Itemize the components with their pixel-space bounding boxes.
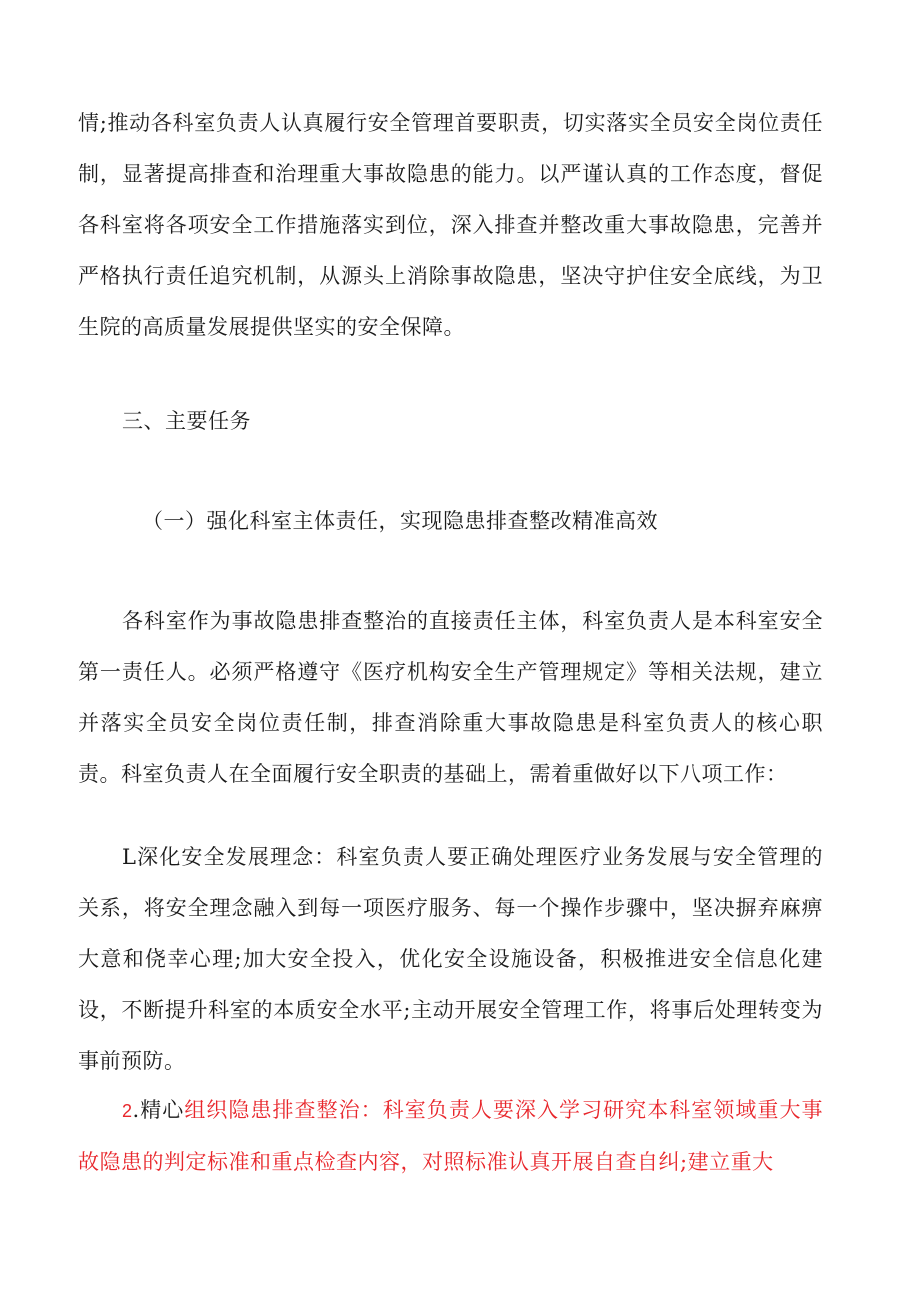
- intro-paragraph: 情;推动各科室负责人认真履行安全管理首要职责，切实落实全员安全岗位责任制，显著提高排查和治理重大事故隐患的能力。以严谨认真的工作态度，督促各科室将各项安全工作措施落实到位，深入排查并整改重大事故隐患，完善并严格执行责任追究机制，从源头上消除事故隐患，坚决守护住安全底线，为卫生院的高质量发展提供坚实的安全保障。: [78, 111, 823, 339]
- item-one-paragraph: L深化安全发展理念：科室负责人要正确处理医疗业务发展与安全管理的关系，将安全理念融入到每一项医疗服务、每一个操作步骤中，坚决摒弃麻痹大意和侥幸心理;加大安全投入，优化安全设施设备，积极推进安全信息化建设，不断提升科室的本质安全水平;主动开展安全管理工作，将事后处理转变为事前预防。: [78, 845, 823, 1073]
- item-two-block: [78, 1085, 823, 1188]
- subsection-one-paragraph-block: [78, 596, 823, 800]
- item-two-number: 2: [122, 1101, 133, 1121]
- item-two-paragraph: [78, 1085, 823, 1188]
- subsection-one-heading: （一）强化科室主体责任，实现隐患排查整改精准高效: [142, 509, 658, 533]
- intro-paragraph-block: [78, 98, 823, 353]
- section-three-heading: 三、主要任务: [122, 409, 251, 433]
- item-two-text: 组织隐患排查整治：科室负责人要深入学习研究本科室领域重大事故隐患的判定标准和重点检查内容，对照标准认真开展自查自纠;建立重大: [78, 1098, 823, 1174]
- subsection-one-paragraph: 各科室作为事故隐患排查整治的直接责任主体，科室负责人是本科室安全第一责任人。必须严格遵守《医疗机构安全生产管理规定》等相关法规，建立并落实全员安全岗位责任制，排查消除重大事故隐患是科室负责人的核心职责。科室负责人在全面履行安全职责的基础上，需着重做好以下八项工作：: [78, 609, 823, 786]
- item-one-block: [78, 832, 823, 1087]
- item-two-prefix: .精心: [132, 1098, 185, 1122]
